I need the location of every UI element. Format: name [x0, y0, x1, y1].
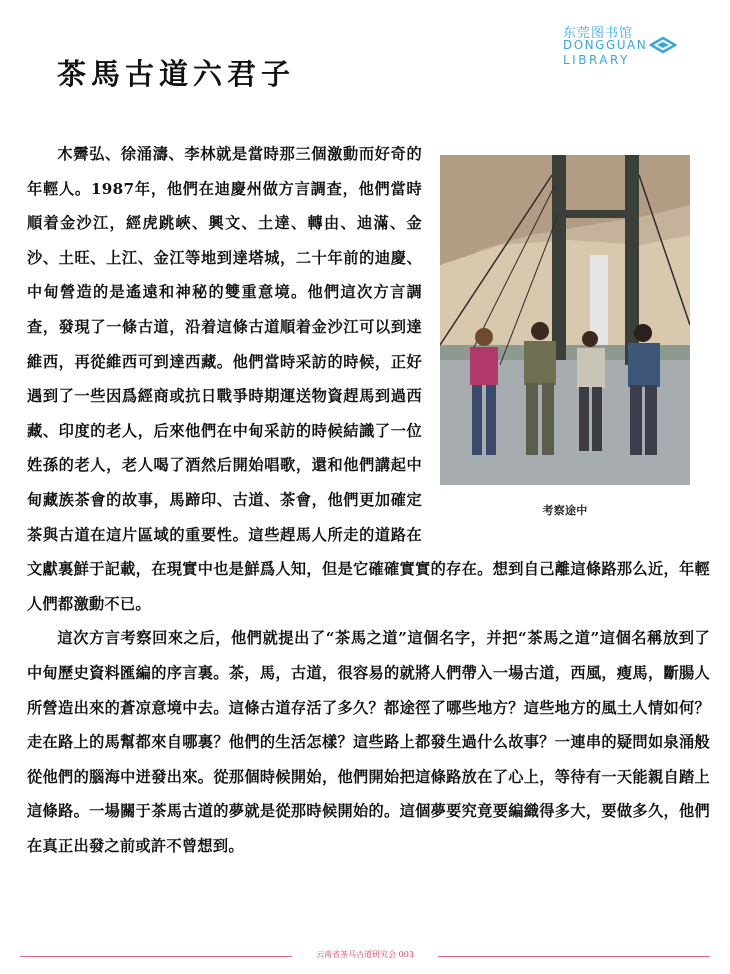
article-body [27, 137, 710, 863]
article-title: 茶馬古道六君子 [57, 57, 296, 91]
logo-chinese-text: 东莞图书馆 [563, 26, 634, 41]
photo-caption: 考察途中 [542, 504, 588, 517]
library-logo [563, 20, 713, 72]
logo-english-line2: LIBRARY [563, 53, 630, 67]
paragraph-2: 這次方言考察回來之后，他們就提出了“茶馬之道”這個名字，并把“茶馬之道”這個名稱放到了中甸歷史資料匯編的序言裏。茶，馬，古道，很容易的就將人們帶入一場古道，西風，瘦馬，斷腸人所營造出來的蒼凉意境中去。這條古道存活了多久？都途徑了哪些地方？這些地方的風土人情如何？走在路上的馬幫都來自哪裏？他們的生活怎樣？這些路上都發生過什么故事？一連串的疑問如泉涌般從他們的腦海中迸發出來。從那個時候開始，他們開始把這條路放在了心上，等待有一天能親自踏上這條路。一場關于茶馬古道的夢就是從那時候開始的。這個夢要究竟要編織得多大，要做多久，他們在真正出發之前或許不曾想到。 [27, 629, 710, 855]
library-emblem-icon [649, 35, 677, 55]
expedition-photo [440, 155, 690, 485]
logo-english-line1: DONGGUAN [563, 38, 648, 52]
photo-figure [440, 137, 710, 521]
paragraph-1: 木霽弘、徐涌濤、李林就是當時那三個激動而好奇的年輕人。1987年，他們在迪慶州做方言調查，他們當時順着金沙江，經虎跳峽、興文、土達、轉由、迪滿、金沙、土旺、上江、金江等地到達塔城，二十年前的迪慶、中甸營造的是遙遠和神秘的雙重意境。他們這次方言調查，發現了一條古道，沿着這條古道順着金沙江可以到達維西，再從維西可到達西藏。他們當時采訪的時候，正好遇到了一些因爲經商或抗日戰爭時期運送物資趕馬到過西藏、印度的老人，后來他們在中甸采訪的時候結識了一位姓孫的老人，老人喝了酒然后開始唱歌，還和他們講起中甸藏族茶會的故事，馬蹄印、古道、茶會，他們更加確定茶與古道在這片區域的重要性。這些趕馬人所走的道路在文獻裏鮮于記載，在現實中也是鮮爲人知，但是它確確實實的存在。想到自己離這條路那么近，年輕人們都激動不已。 [27, 145, 710, 613]
footer-text: 云南省茶马古道研究会 003 [316, 950, 414, 959]
